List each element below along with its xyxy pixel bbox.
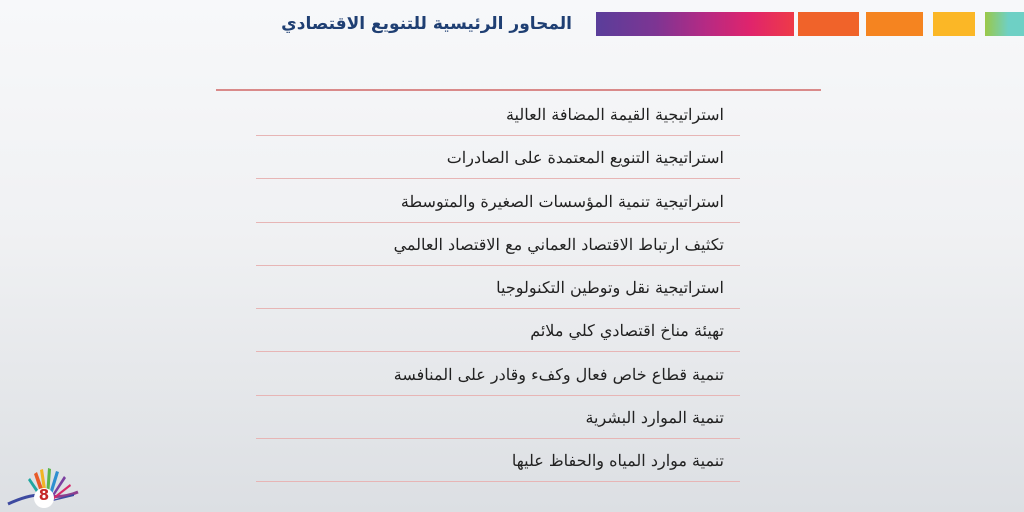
list-item-text: استراتيجية نقل وتوطين التكنولوجيا <box>496 278 724 298</box>
list-item <box>256 440 740 482</box>
list-item-text: استراتيجية تنمية المؤسسات الصغيرة والمتوسطة <box>400 191 724 211</box>
list-item <box>256 224 740 266</box>
list-item-text: تكثيف ارتباط الاقتصاد العماني مع الاقتصاد العالمي <box>393 234 724 254</box>
list-item-text: استراتيجية القيمة المضافة العالية <box>505 105 724 124</box>
slide-title: المحاور الرئيسية للتنويع الاقتصادي <box>281 14 572 34</box>
list-item <box>256 181 740 223</box>
list-item <box>256 397 740 439</box>
list-item-text: تنمية الموارد البشرية <box>585 408 724 428</box>
list-item <box>256 310 740 352</box>
top-divider <box>216 89 821 91</box>
axes-list <box>256 94 740 484</box>
orange-bar-1 <box>798 12 859 36</box>
list-item-text: استراتيجية التنويع المعتمدة على الصادرات <box>446 148 724 168</box>
page-number: 8 <box>38 486 50 504</box>
list-item <box>256 267 740 309</box>
list-item-text: تهيئة مناخ اقتصادي كلي ملائم <box>530 321 724 341</box>
list-item <box>256 137 740 179</box>
list-item-text: تنمية موارد المياه والحفاظ عليها <box>511 451 724 471</box>
green-bar <box>985 12 1024 36</box>
list-item-text: تنمية قطاع خاص فعال وكفء وقادر على المنافسة <box>393 364 724 384</box>
gradient-bar <box>596 12 794 36</box>
list-item <box>256 94 740 136</box>
yellow-bar <box>933 12 975 36</box>
orange-bar-2 <box>866 12 923 36</box>
list-item <box>256 354 740 396</box>
